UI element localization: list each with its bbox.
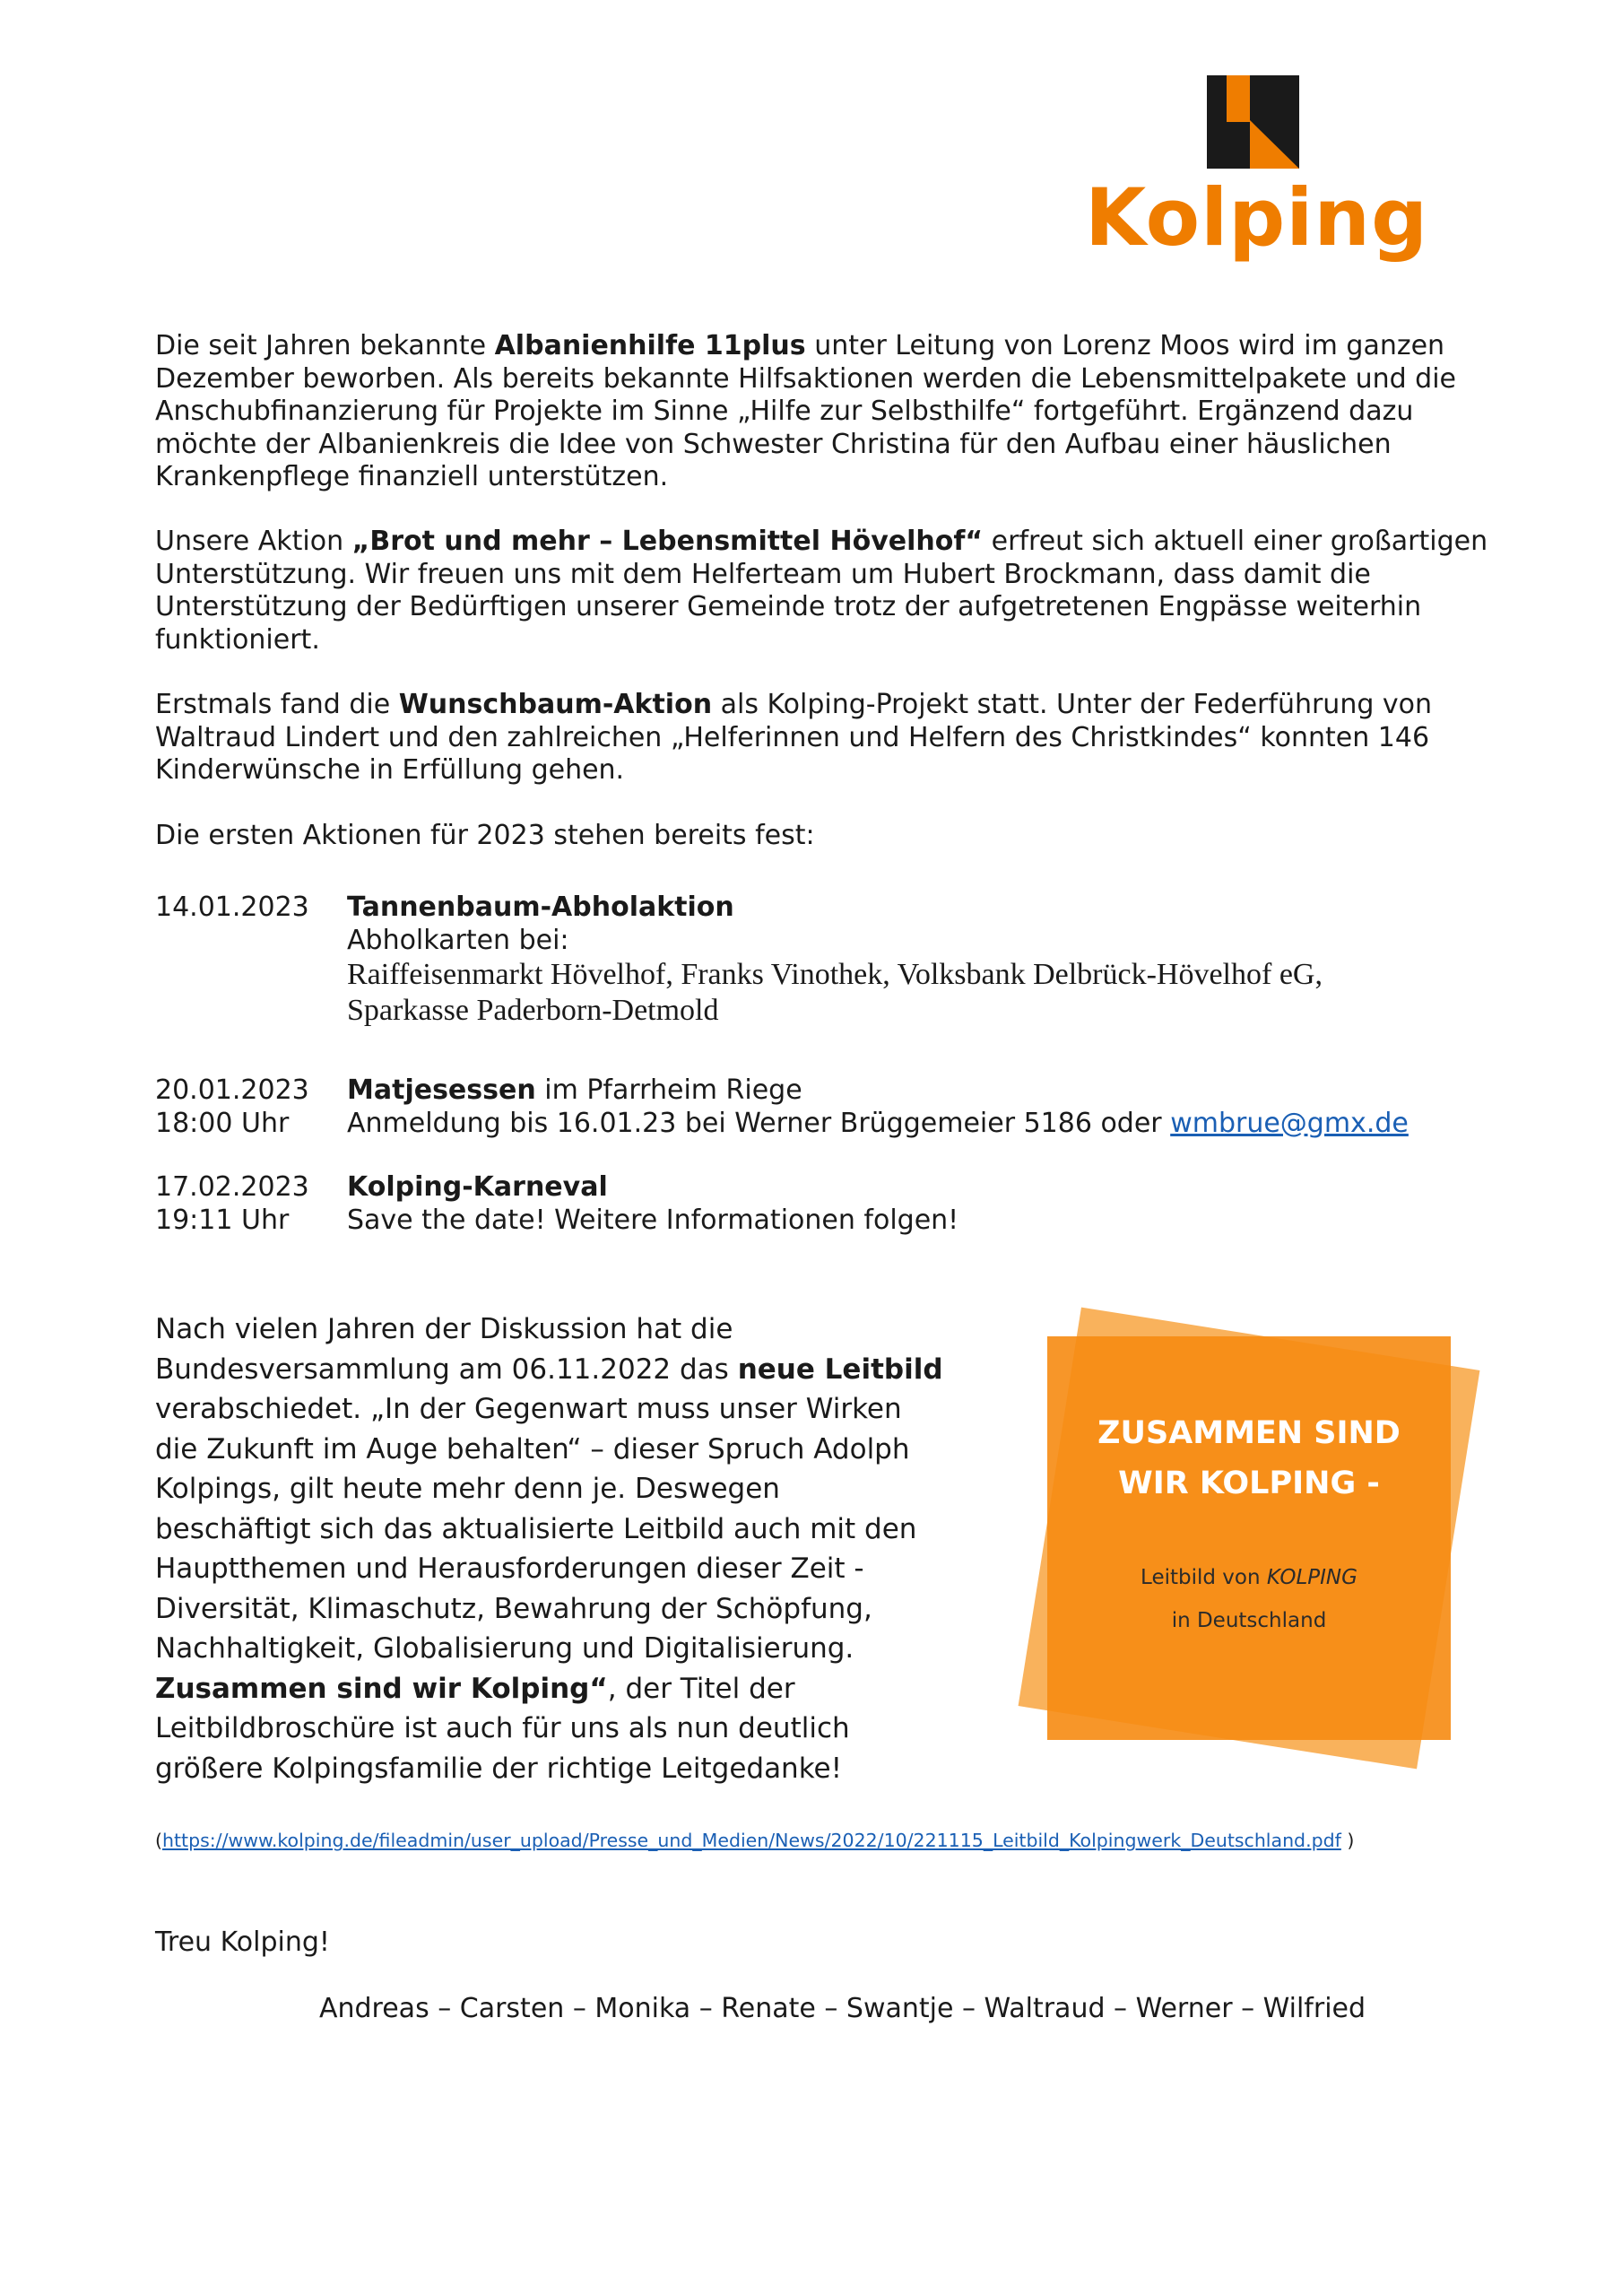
- bold-text: neue Leitbild: [737, 1352, 943, 1386]
- brochure-subtitle-text: Leitbild von: [1141, 1566, 1267, 1589]
- event-title: Matjesessen: [347, 1074, 536, 1106]
- text: , der Titel der Leitbildbroschüre ist auch für uns als nun deutlich größere Kolpingsfamilie der richtige Leitgedanke!: [155, 1672, 850, 1785]
- leitbild-brochure-image: [1047, 1336, 1451, 1740]
- event-line: Anmeldung bis 16.01.23 bei Werner Brüggemeier 5186 oder: [347, 1107, 1171, 1139]
- text: erfreut sich aktuell einer großartigen Unterstützung. Wir freuen uns mit dem Helferteam um Hubert Brockmann, dass damit die Unterstützung der Bedürftigen unserer Gemeinde trotz der aufgetretenen Engpässe weiterhin funktioniert.: [155, 526, 1488, 656]
- signature-names: Andreas – Carsten – Monika – Renate – Swantje – Waltraud – Werner – Wilfried: [318, 1993, 1366, 2024]
- paragraph-brot-und-mehr: [155, 526, 1518, 657]
- text: als Kolping-Projekt statt. Unter der Federführung von Waltraud Lindert und den zahlreichen „Helferinnen und Helfern des Christkindes“ konnten 146 Kinderwünsche in Erfüllung gehen.: [155, 689, 1433, 786]
- bold-text: Zusammen sind wir Kolping“: [155, 1672, 608, 1705]
- bold-text: Wunschbaum-Aktion: [398, 689, 713, 720]
- text: Nach vielen Jahren der Diskussion hat die Bundesversammlung am 06.11.2022 das: [155, 1313, 738, 1386]
- event-line: Raiffeisenmarkt Hövelhof, Franks Vinothek, Volksbank Delbrück-Hövelhof eG,: [347, 958, 1323, 991]
- text: verabschiedet. „In der Gegenwart muss unser Wirken die Zukunft im Auge behalten“ – dieser Spruch Adolph Kolpings, gilt heute mehr denn je. Deswegen beschäftigt sich das aktualisierte Leitbild auch mit den Hauptthemen und Herausforderungen dieser Zeit - Diversität, Klimaschutz, Bewahrung der Schöpfung, Nachhaltigkeit, Globalisierung und Digitalisierung.: [155, 1393, 917, 1665]
- event-details: [347, 1171, 1522, 1237]
- event-date-time: [155, 1074, 309, 1140]
- event-time: 19:11 Uhr: [155, 1204, 290, 1236]
- paragraph-albanienhilfe: [155, 330, 1518, 494]
- paragraph-wunschbaum: [155, 689, 1518, 787]
- leitbild-pdf-link[interactable]: https://www.kolping.de/fileadmin/user_upload/Presse_und_Medien/News/2022/10/221115_Leitbild_Kolpingwerk_Deutschland.pdf: [162, 1830, 1341, 1851]
- event-date: 20.01.2023: [155, 1074, 309, 1106]
- event-date: 14.01.2023: [155, 891, 309, 923]
- brochure-subtitle-italic: KOLPING: [1266, 1566, 1357, 1589]
- text: Unsere Aktion: [155, 526, 352, 557]
- source-url-line: [155, 1828, 1354, 1853]
- brochure-subtitle-line: in Deutschland: [1171, 1609, 1327, 1632]
- event-details: [347, 891, 1522, 1029]
- brochure-subtitle: [1047, 1556, 1451, 1642]
- brochure-title: [1047, 1408, 1451, 1509]
- paragraph-leitbild: [155, 1309, 944, 1788]
- event-date-time: [155, 1171, 309, 1237]
- brochure-title-line: ZUSAMMEN SIND: [1097, 1415, 1401, 1451]
- event-date: 17.02.2023: [155, 1171, 309, 1203]
- paren: ): [1340, 1830, 1355, 1851]
- paren: (: [155, 1830, 162, 1851]
- event-line: Save the date! Weitere Informationen folgen!: [347, 1204, 959, 1236]
- bold-text: Albanienhilfe 11plus: [494, 330, 806, 361]
- event-line: Sparkasse Paderborn-Detmold: [347, 994, 719, 1027]
- brochure-title-line: WIR KOLPING -: [1118, 1465, 1380, 1501]
- event-title: Tannenbaum-Abholaktion: [347, 891, 734, 923]
- text: unter Leitung von Lorenz Moos wird im ganzen Dezember beworben. Als bereits bekannte Hilfsaktionen werden die Lebensmittelpakete und die Anschubfinanzierung für Projekte im Sinne „Hilfe zur Selbsthilfe“ fortgeführt. Ergänzend dazu möchte der Albanienkreis die Idee von Schwester Christina für den Aufbau einer häuslichen Krankenpflege finanziell unterstützen.: [155, 330, 1457, 492]
- event-title: Kolping-Karneval: [347, 1171, 608, 1203]
- brochure-front-square: [1047, 1336, 1451, 1740]
- paragraph-aktionen-intro: Die ersten Aktionen für 2023 stehen bereits fest:: [155, 820, 815, 851]
- text: Die seit Jahren bekannte: [155, 330, 495, 361]
- logo-wordmark: Kolping: [1085, 171, 1429, 264]
- event-title-rest: im Pfarrheim Riege: [535, 1074, 802, 1106]
- kolping-k-mark-icon: [1207, 75, 1299, 169]
- bold-text: „Brot und mehr – Lebensmittel Hövelhof“: [351, 526, 984, 557]
- email-link[interactable]: wmbrue@gmx.de: [1170, 1107, 1409, 1139]
- kolping-logo: [1085, 75, 1429, 291]
- text: Erstmals fand die: [155, 689, 399, 720]
- closing-greeting: Treu Kolping!: [155, 1926, 330, 1958]
- event-line: Abholkarten bei:: [347, 924, 569, 956]
- event-details: [347, 1074, 1522, 1140]
- event-time: 18:00 Uhr: [155, 1107, 290, 1139]
